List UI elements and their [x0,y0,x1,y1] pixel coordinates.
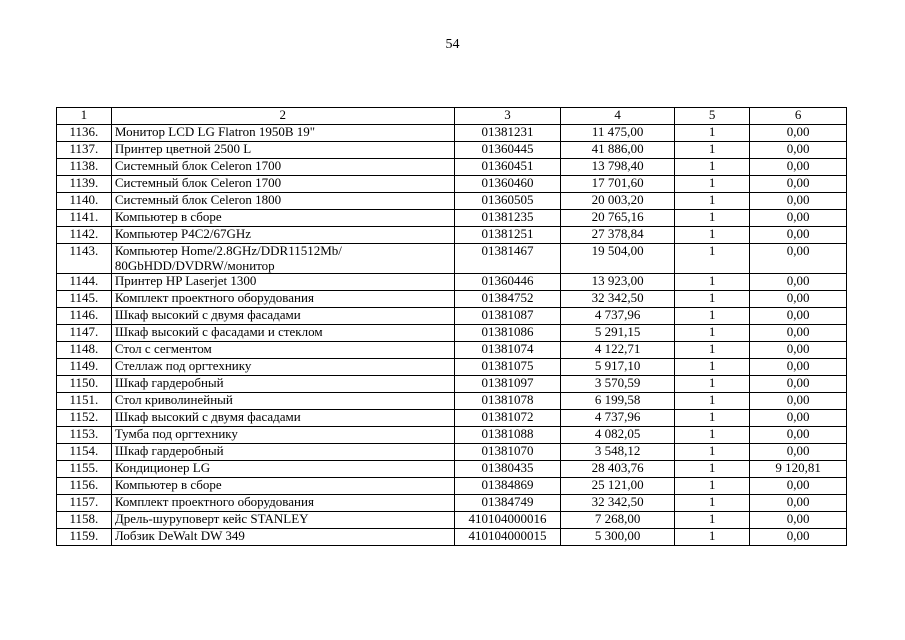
item-cost: 17 701,60 [561,176,674,193]
item-cost: 4 737,96 [561,410,674,427]
residual-value: 0,00 [750,444,847,461]
inventory-code: 01381078 [454,393,561,410]
item-cost: 13 798,40 [561,159,674,176]
residual-value: 0,00 [750,512,847,529]
column-header-1: 1 [57,108,112,125]
item-cost: 4 737,96 [561,308,674,325]
table-row [57,342,847,359]
inventory-code: 410104000015 [454,529,561,546]
inventory-code: 410104000016 [454,512,561,529]
residual-value: 0,00 [750,325,847,342]
item-quantity: 1 [674,142,750,159]
residual-value: 0,00 [750,342,847,359]
table-row [57,210,847,227]
column-header-5: 5 [674,108,750,125]
inventory-code: 01381251 [454,227,561,244]
item-quantity: 1 [674,342,750,359]
residual-value: 0,00 [750,495,847,512]
row-number: 1150. [57,376,112,393]
residual-value: 0,00 [750,529,847,546]
table-row [57,244,847,274]
item-name: Компьютер Home/2.8GHz/DDR11512Mb/ 80GbHDD/DVDRW/монитор [111,244,454,274]
item-quantity: 1 [674,125,750,142]
residual-value: 0,00 [750,393,847,410]
column-header-6: 6 [750,108,847,125]
item-name: Стол криволинейный [111,393,454,410]
table-row [57,325,847,342]
item-cost: 13 923,00 [561,274,674,291]
item-name: Кондиционер LG [111,461,454,478]
row-number: 1154. [57,444,112,461]
row-number: 1144. [57,274,112,291]
item-quantity: 1 [674,210,750,227]
table-row [57,291,847,308]
row-number: 1157. [57,495,112,512]
inventory-code: 01381074 [454,342,561,359]
item-name: Системный блок Celeron 1800 [111,193,454,210]
table-row [57,359,847,376]
item-name: Шкаф высокий с двумя фасадами [111,308,454,325]
row-number: 1137. [57,142,112,159]
table-row [57,410,847,427]
item-quantity: 1 [674,478,750,495]
column-header-2: 2 [111,108,454,125]
row-number: 1138. [57,159,112,176]
item-cost: 20 765,16 [561,210,674,227]
column-header-4: 4 [561,108,674,125]
item-cost: 5 917,10 [561,359,674,376]
residual-value: 0,00 [750,125,847,142]
residual-value: 0,00 [750,478,847,495]
residual-value: 9 120,81 [750,461,847,478]
table-header-row [57,108,847,125]
item-cost: 5 291,15 [561,325,674,342]
item-name: Компьютер в сборе [111,478,454,495]
table-row [57,393,847,410]
item-cost: 3 548,12 [561,444,674,461]
inventory-code: 01360460 [454,176,561,193]
row-number: 1140. [57,193,112,210]
row-number: 1152. [57,410,112,427]
item-quantity: 1 [674,308,750,325]
inventory-code: 01381072 [454,410,561,427]
item-name: Системный блок Celeron 1700 [111,159,454,176]
item-quantity: 1 [674,227,750,244]
inventory-code: 01384869 [454,478,561,495]
item-name: Компьютер в сборе [111,210,454,227]
item-quantity: 1 [674,444,750,461]
item-quantity: 1 [674,495,750,512]
table-row [57,227,847,244]
residual-value: 0,00 [750,308,847,325]
item-name: Лобзик DeWalt DW 349 [111,529,454,546]
row-number: 1151. [57,393,112,410]
row-number: 1147. [57,325,112,342]
column-header-3: 3 [454,108,561,125]
row-number: 1143. [57,244,112,274]
table-body [57,125,847,546]
item-cost: 27 378,84 [561,227,674,244]
item-name: Тумба под оргтехнику [111,427,454,444]
residual-value: 0,00 [750,376,847,393]
item-quantity: 1 [674,325,750,342]
item-quantity: 1 [674,193,750,210]
residual-value: 0,00 [750,274,847,291]
inventory-code: 01360451 [454,159,561,176]
page-number: 54 [445,37,460,52]
table-row [57,193,847,210]
item-quantity: 1 [674,159,750,176]
row-number: 1146. [57,308,112,325]
residual-value: 0,00 [750,159,847,176]
item-quantity: 1 [674,359,750,376]
residual-value: 0,00 [750,427,847,444]
row-number: 1159. [57,529,112,546]
item-quantity: 1 [674,461,750,478]
inventory-code: 01360446 [454,274,561,291]
inventory-code: 01380435 [454,461,561,478]
inventory-code: 01381070 [454,444,561,461]
item-quantity: 1 [674,291,750,308]
table-row [57,461,847,478]
residual-value: 0,00 [750,193,847,210]
residual-value: 0,00 [750,291,847,308]
item-name: Шкаф гардеробный [111,444,454,461]
item-name: Шкаф высокий с двумя фасадами [111,410,454,427]
item-name: Стол с сегментом [111,342,454,359]
row-number: 1158. [57,512,112,529]
table-row [57,478,847,495]
row-number: 1145. [57,291,112,308]
row-number: 1141. [57,210,112,227]
item-cost: 19 504,00 [561,244,674,274]
item-cost: 11 475,00 [561,125,674,142]
inventory-code: 01381235 [454,210,561,227]
item-name: Дрель-шуруповерт кейс STANLEY [111,512,454,529]
row-number: 1142. [57,227,112,244]
item-cost: 3 570,59 [561,376,674,393]
residual-value: 0,00 [750,142,847,159]
item-quantity: 1 [674,274,750,291]
inventory-code: 01384749 [454,495,561,512]
residual-value: 0,00 [750,176,847,193]
table-row [57,142,847,159]
table-row [57,274,847,291]
item-name: Принтер цветной 2500 L [111,142,454,159]
item-cost: 7 268,00 [561,512,674,529]
item-quantity: 1 [674,393,750,410]
inventory-code: 01360505 [454,193,561,210]
item-cost: 41 886,00 [561,142,674,159]
inventory-code: 01381097 [454,376,561,393]
item-cost: 4 082,05 [561,427,674,444]
inventory-table [56,107,847,546]
residual-value: 0,00 [750,359,847,376]
inventory-code: 01381231 [454,125,561,142]
residual-value: 0,00 [750,244,847,274]
residual-value: 0,00 [750,210,847,227]
inventory-code: 01381087 [454,308,561,325]
row-number: 1136. [57,125,112,142]
item-quantity: 1 [674,427,750,444]
row-number: 1139. [57,176,112,193]
table-row [57,495,847,512]
table-row [57,376,847,393]
row-number: 1148. [57,342,112,359]
table-row [57,512,847,529]
item-cost: 5 300,00 [561,529,674,546]
item-quantity: 1 [674,529,750,546]
inventory-code: 01381086 [454,325,561,342]
item-quantity: 1 [674,410,750,427]
item-cost: 6 199,58 [561,393,674,410]
item-cost: 28 403,76 [561,461,674,478]
item-cost: 32 342,50 [561,495,674,512]
item-name: Стеллаж под оргтехнику [111,359,454,376]
inventory-code: 01381467 [454,244,561,274]
residual-value: 0,00 [750,227,847,244]
table-row [57,427,847,444]
row-number: 1153. [57,427,112,444]
table-row [57,444,847,461]
item-quantity: 1 [674,512,750,529]
item-name: Компьютер P4C2/67GHz [111,227,454,244]
inventory-code: 01381088 [454,427,561,444]
item-cost: 25 121,00 [561,478,674,495]
item-cost: 20 003,20 [561,193,674,210]
item-quantity: 1 [674,376,750,393]
item-quantity: 1 [674,244,750,274]
item-name: Системный блок Celeron 1700 [111,176,454,193]
item-cost: 32 342,50 [561,291,674,308]
residual-value: 0,00 [750,410,847,427]
row-number: 1149. [57,359,112,376]
item-name: Комплект проектного оборудования [111,495,454,512]
item-name: Шкаф гардеробный [111,376,454,393]
table-row [57,159,847,176]
inventory-code: 01384752 [454,291,561,308]
item-quantity: 1 [674,176,750,193]
item-name: Монитор LCD LG Flatron 1950B 19" [111,125,454,142]
inventory-code: 01381075 [454,359,561,376]
item-name: Принтер HP Laserjet 1300 [111,274,454,291]
table-row [57,176,847,193]
table-row [57,308,847,325]
row-number: 1155. [57,461,112,478]
item-name: Шкаф высокий с фасадами и стеклом [111,325,454,342]
table-row [57,125,847,142]
row-number: 1156. [57,478,112,495]
table-row [57,529,847,546]
item-cost: 4 122,71 [561,342,674,359]
inventory-code: 01360445 [454,142,561,159]
item-name: Комплект проектного оборудования [111,291,454,308]
